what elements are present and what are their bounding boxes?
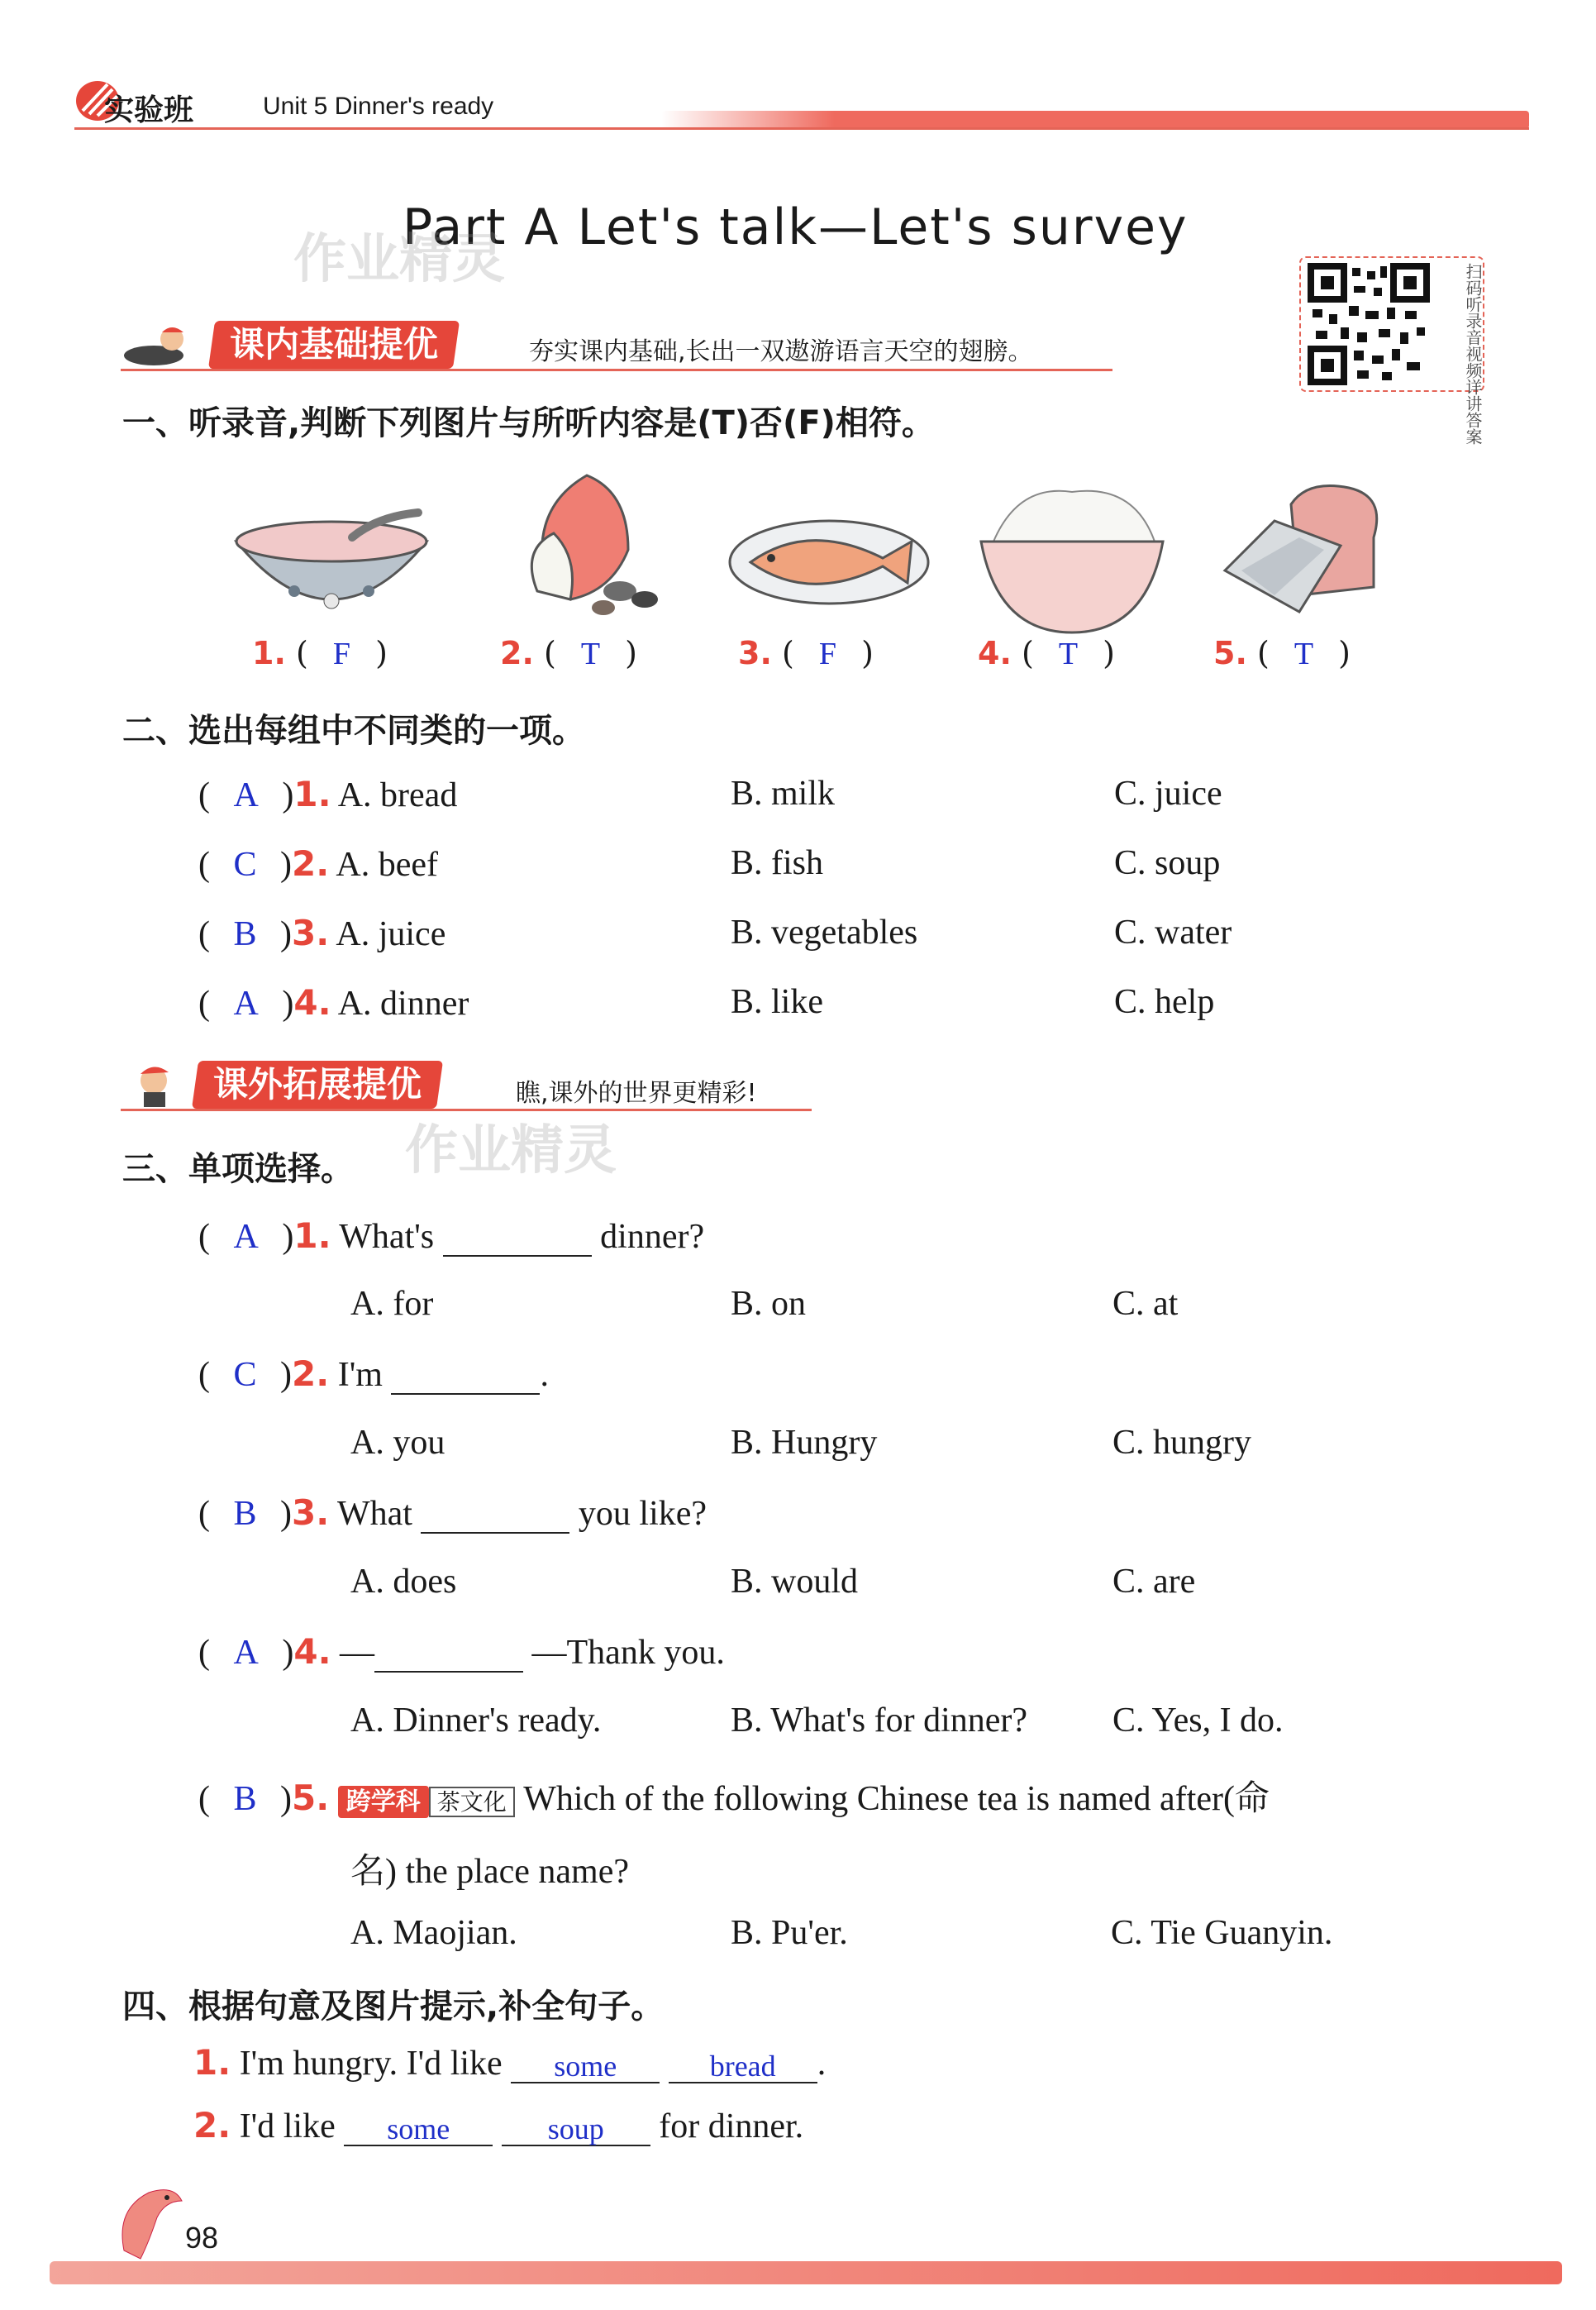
- section4-title: 四、根据句意及图片提示,补全句子。: [122, 1988, 665, 2026]
- section1-title: 一、听录音,判断下列图片与所听内容是(T)否(F)相符。: [122, 404, 935, 442]
- s2-option-a-1: A. bread: [337, 776, 458, 814]
- banner-basic: 课内基础提优: [208, 321, 460, 369]
- s4-blank-1a[interactable]: some: [511, 2049, 660, 2083]
- s3-q2-post: .: [540, 1356, 549, 1394]
- rice-bowl-icon: [969, 475, 1175, 641]
- s3-q4-option-c: C. Yes, I do.: [1112, 1701, 1284, 1740]
- s2-option-b-4: B. like: [731, 983, 823, 1021]
- s2-row-2: ( C )2. A. beef: [198, 843, 438, 884]
- s3-answer-1: A: [233, 1218, 259, 1256]
- s4-pre-2: I'd like: [239, 2107, 336, 2145]
- s3-q2-option-c: C. hungry: [1112, 1424, 1251, 1462]
- banner-basic-subtitle: 夯实课内基础,长出一双遨游语言天空的翅膀。: [529, 337, 1033, 366]
- banner-basic-underline: [121, 369, 1112, 371]
- s3-num-4: 4.: [293, 1631, 331, 1672]
- unit-title: Unit 5 Dinner's ready: [263, 93, 494, 120]
- s2-option-a-2: A. beef: [336, 846, 438, 884]
- watermark: 作业精灵: [293, 229, 505, 290]
- page-title: Part A Let's talk—Let's survey: [403, 198, 1189, 256]
- s3-q4: ( A )4. — —Thank you.: [198, 1631, 725, 1672]
- s2-row-3: ( B )3. A. juice: [198, 913, 446, 953]
- qr-code-icon[interactable]: [1308, 263, 1430, 385]
- s3-q1-pre: What's: [339, 1218, 435, 1256]
- s3-q2-pre: I'm: [337, 1356, 383, 1394]
- qr-caption: 扫码听录音视频详讲答案: [1463, 263, 1483, 445]
- bread-loaf-icon: [1208, 471, 1415, 637]
- s3-q1-option-c: C. at: [1112, 1285, 1179, 1323]
- s3-q1: ( A )1. What's dinner?: [198, 1215, 705, 1256]
- mascot-icon-2: [121, 1061, 195, 1110]
- s3-answer-5: B: [233, 1780, 257, 1818]
- s1-answer-3: F: [818, 637, 837, 671]
- cross-subject-tag: 跨学科: [338, 1786, 429, 1818]
- s3-q4-option-b: B. What's for dinner?: [731, 1701, 1028, 1740]
- s2-option-c-4: C. help: [1114, 983, 1215, 1021]
- s1-item-1: 1. ( F ): [252, 635, 388, 671]
- dolphin-icon: [107, 2176, 190, 2267]
- s3-q5: ( B )5. 跨学科 茶文化 Which of the following Chinese tea is named after(命: [198, 1778, 1270, 1818]
- s2-option-b-1: B. milk: [731, 775, 836, 813]
- s2-num-4: 4.: [293, 982, 331, 1023]
- s3-num-2: 2.: [292, 1353, 330, 1394]
- s2-answer-2: C: [233, 846, 257, 884]
- s3-answer-3: B: [233, 1495, 257, 1533]
- header-band: [661, 111, 1529, 129]
- page-number: 98: [185, 2221, 219, 2255]
- s2-row-1: ( A )1. A. bread: [198, 774, 458, 814]
- s4-blank-2a[interactable]: some: [344, 2112, 493, 2146]
- s3-q4-blank[interactable]: [374, 1638, 523, 1673]
- s2-option-b-2: B. fish: [731, 844, 824, 882]
- s3-q2: ( C )2. I'm .: [198, 1353, 549, 1394]
- s3-q2-option-a: A. you: [350, 1424, 445, 1462]
- s2-answer-4: A: [233, 985, 259, 1023]
- s3-q1-option-a: A. for: [350, 1285, 434, 1323]
- s3-q2-option-b: B. Hungry: [731, 1424, 878, 1462]
- banner-extension: 课外拓展提优: [192, 1061, 443, 1109]
- porridge-bowl-icon: [228, 467, 435, 632]
- s3-q1-blank[interactable]: [443, 1222, 592, 1257]
- s1-item-2: 2. ( T ): [500, 635, 637, 671]
- s1-num-3: 3.: [738, 635, 772, 671]
- s1-answer-4: T: [1058, 637, 1079, 671]
- s4-blank-1b[interactable]: bread: [669, 2049, 817, 2083]
- s4-post-1: .: [817, 2045, 827, 2083]
- s3-q5-text-line2: 名) the place name?: [350, 1853, 629, 1891]
- s4-blank-2b[interactable]: soup: [502, 2112, 650, 2146]
- s3-q5-option-b: B. Pu'er.: [731, 1914, 848, 1952]
- s3-q4-post: —Thank you.: [531, 1634, 725, 1672]
- banner-extension-subtitle: 瞧,课外的世界更精彩!: [516, 1079, 757, 1108]
- s1-item-5: 5. ( T ): [1213, 635, 1351, 671]
- vegetables-icon: [488, 459, 694, 624]
- s1-answer-1: F: [332, 637, 351, 671]
- s3-answer-2: C: [233, 1356, 257, 1394]
- s1-answer-5: T: [1293, 637, 1314, 671]
- section2-title: 二、选出每组中不同类的一项。: [122, 712, 585, 750]
- s1-num-4: 4.: [978, 635, 1012, 671]
- s3-q3: ( B )3. What you like?: [198, 1492, 707, 1533]
- s2-num-2: 2.: [292, 843, 330, 884]
- s2-num-3: 3.: [292, 913, 330, 953]
- s1-num-1: 1.: [252, 635, 286, 671]
- s3-q5-option-c: C. Tie Guanyin.: [1111, 1914, 1333, 1952]
- s4-num-2: 2.: [193, 2105, 231, 2145]
- footer-band: [50, 2261, 1562, 2284]
- watermark-2: 作业精灵: [405, 1120, 617, 1181]
- s3-q1-option-b: B. on: [731, 1285, 807, 1323]
- fish-plate-icon: [726, 480, 932, 645]
- s3-q3-post: you like?: [578, 1495, 707, 1533]
- s2-row-4: ( A )4. A. dinner: [198, 982, 469, 1023]
- s3-q4-pre: —: [340, 1634, 375, 1672]
- s2-option-c-1: C. juice: [1114, 775, 1222, 813]
- s3-answer-4: A: [233, 1634, 259, 1672]
- s2-option-a-3: A. juice: [336, 915, 446, 953]
- s3-num-5: 5.: [292, 1778, 330, 1818]
- s4-num-1: 1.: [193, 2042, 231, 2083]
- s1-item-4: 4. ( T ): [978, 635, 1115, 671]
- s1-num-2: 2.: [500, 635, 534, 671]
- header-divider: [74, 127, 1529, 130]
- s4-post-2: for dinner.: [659, 2107, 804, 2145]
- s2-answer-3: B: [233, 915, 257, 953]
- s1-num-5: 5.: [1213, 635, 1247, 671]
- s3-q3-blank[interactable]: [421, 1499, 569, 1534]
- s3-q3-option-b: B. would: [731, 1563, 859, 1601]
- s2-option-a-4: A. dinner: [337, 985, 469, 1023]
- s2-option-c-2: C. soup: [1114, 844, 1221, 882]
- s3-q5-text-line1: Which of the following Chinese tea is named after(命: [523, 1780, 1270, 1818]
- s3-num-3: 3.: [292, 1492, 330, 1533]
- s3-q2-blank[interactable]: [391, 1360, 540, 1395]
- s2-option-b-3: B. vegetables: [731, 914, 918, 952]
- s3-q5-option-a: A. Maojian.: [350, 1914, 517, 1952]
- s2-num-1: 1.: [293, 774, 331, 814]
- s4-pre-1: I'm hungry. I'd like: [239, 2045, 503, 2083]
- s3-q3-option-c: C. are: [1112, 1563, 1196, 1601]
- s2-answer-1: A: [233, 776, 259, 814]
- tea-culture-tag: 茶文化: [429, 1787, 515, 1817]
- s4-item-2: [193, 2105, 803, 2146]
- s3-num-1: 1.: [293, 1215, 331, 1256]
- s4-item-1: [193, 2042, 826, 2083]
- mascot-icon: [121, 322, 203, 369]
- s1-item-3: 3. ( F ): [738, 635, 874, 671]
- s2-option-c-3: C. water: [1114, 914, 1232, 952]
- s3-q1-post: dinner?: [600, 1218, 705, 1256]
- s1-answer-2: T: [580, 637, 601, 671]
- section3-title: 三、单项选择。: [122, 1150, 354, 1188]
- s3-q4-option-a: A. Dinner's ready.: [350, 1701, 602, 1740]
- brand-label: 实验班: [104, 93, 194, 127]
- s3-q3-option-a: A. does: [350, 1563, 457, 1601]
- s3-q3-pre: What: [336, 1495, 412, 1533]
